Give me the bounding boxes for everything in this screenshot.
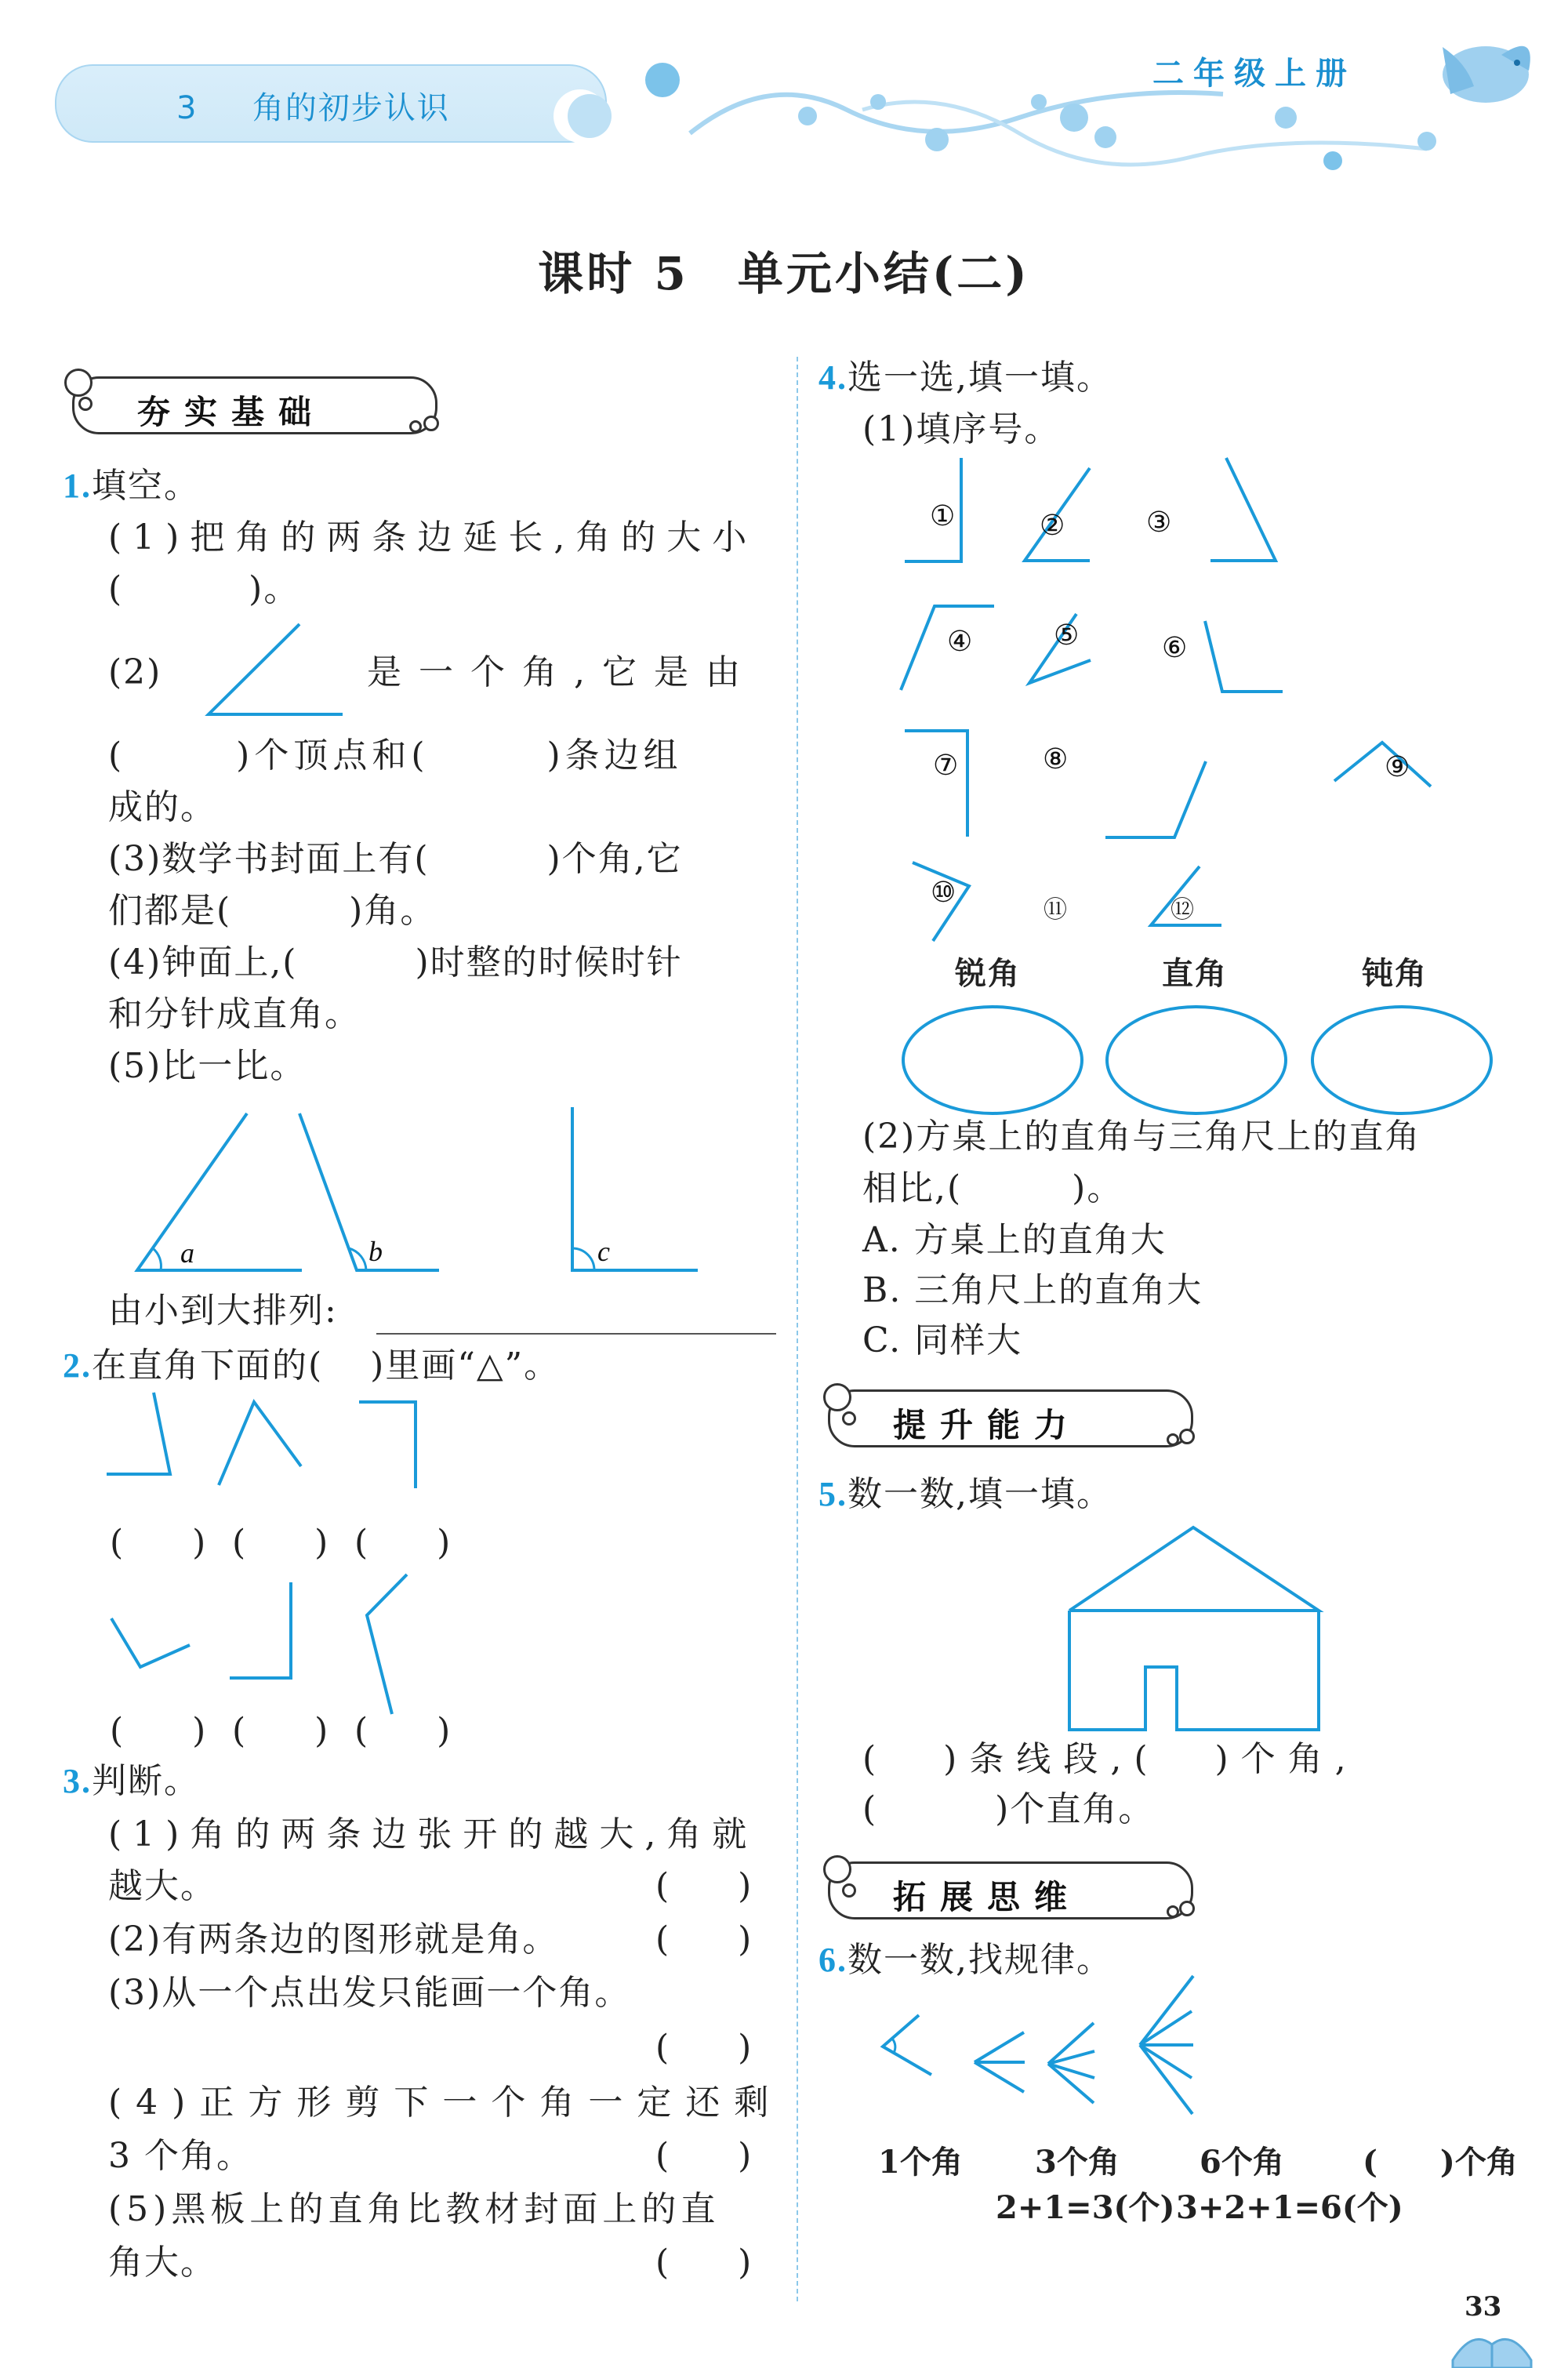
- q3-item-5: (5)黑板上的直角比教材封面上的直: [108, 2189, 720, 2229]
- q3-item-1-line2: 越大。: [108, 1866, 216, 1906]
- q2-slot-4[interactable]: ( ): [110, 1711, 206, 1751]
- angle-label-a: a: [180, 1237, 194, 1269]
- question-4-title: 4.选一选,填一填。: [818, 358, 1112, 398]
- angle-figure: [205, 624, 362, 718]
- q2-slot-1[interactable]: ( ): [110, 1523, 206, 1563]
- bubble-decoration: [823, 1383, 851, 1411]
- caption-2: 3个角: [1035, 2144, 1120, 2181]
- q1-part1-line1: (1)把角的两条边延长,角的大小: [108, 518, 758, 557]
- option-a[interactable]: A. 方桌上的直角大: [862, 1220, 1167, 1260]
- q4-sub1: (1)填序号。: [862, 409, 1061, 449]
- chapter-name: 角的初步认识: [252, 90, 450, 126]
- angle-label-b: b: [368, 1236, 383, 1267]
- figure-label-11: ⑪: [1044, 897, 1067, 923]
- bubble-decoration: [842, 1411, 856, 1426]
- q4-sub2-line1: (2)方桌上的直角与三角尺上的直角: [862, 1117, 1421, 1157]
- book-icon: [1449, 2321, 1535, 2368]
- caption-3: 6个角: [1200, 2144, 1284, 2181]
- figure-label-10: ⑩: [931, 877, 956, 908]
- house-figure: [1066, 1524, 1333, 1736]
- q3-item-1-slot[interactable]: ( ): [655, 1866, 752, 1906]
- bubble-decoration: [823, 1855, 851, 1883]
- q2-slot-6[interactable]: ( ): [354, 1711, 451, 1751]
- section-tag-basic: 夯实基础: [72, 376, 437, 434]
- figure-label-5: ⑤: [1054, 619, 1080, 651]
- q5-answer-line1[interactable]: ( )条线段,( )个角,: [862, 1739, 1359, 1779]
- q3-item-3-slot[interactable]: ( ): [655, 2028, 752, 2068]
- q1-part5-title: (5)比一比。: [108, 1046, 307, 1086]
- formula-2: 3+2+1=6(个): [1176, 2189, 1403, 2226]
- q5-answer-line2[interactable]: ( )个直角。: [862, 1789, 1155, 1829]
- order-answer-line[interactable]: [376, 1333, 776, 1335]
- figure-label-3: ③: [1146, 507, 1172, 538]
- q3-item-4-slot[interactable]: ( ): [655, 2136, 752, 2176]
- q3-item-3: (3)从一个点出发只能画一个角。: [108, 1973, 631, 2013]
- answer-oval-acute[interactable]: [902, 1005, 1083, 1115]
- bubble-decoration: [842, 1883, 856, 1898]
- page-number: 33: [1465, 2291, 1502, 2323]
- option-c[interactable]: C. 同样大: [862, 1320, 1023, 1360]
- q1-part2-line3: 成的。: [108, 787, 216, 827]
- bubble-decoration: [1167, 1905, 1179, 1918]
- q1-part2-text: 是一个角,它是由: [367, 652, 757, 692]
- q1-part4-answer[interactable]: (4)钟面上,( )时整的时候时针: [108, 942, 683, 982]
- figure-label-8: ⑧: [1043, 743, 1069, 775]
- question-5-title: 5.数一数,填一填。: [818, 1474, 1112, 1514]
- q3-item-4: (4)正方形剪下一个角一定还剩: [108, 2083, 783, 2123]
- question-6-title: 6.数一数,找规律。: [818, 1940, 1112, 1980]
- formula-1: 2+1=3(个): [996, 2189, 1175, 2226]
- q2-slot-2[interactable]: ( ): [232, 1523, 328, 1563]
- figure-label-7: ⑦: [933, 750, 959, 781]
- bubble-decoration: [1179, 1429, 1195, 1444]
- q1-part3-answer[interactable]: (3)数学书封面上有( )个角,它: [108, 839, 683, 879]
- angle-label-c: c: [597, 1236, 610, 1267]
- section-tag-improve: 提升能力: [828, 1389, 1193, 1447]
- figure-label-9: ⑨: [1385, 751, 1410, 783]
- question-2-title: 2.在直角下面的( )里画“△”。: [63, 1346, 561, 1386]
- caption-1: 1个角: [878, 2144, 963, 2181]
- q1-part1-answer[interactable]: ( )。: [108, 569, 300, 609]
- compare-angles-figure: [125, 1113, 831, 1302]
- bubble-decoration: [78, 397, 93, 411]
- column-divider: [797, 357, 798, 2301]
- category-right: 直角: [1162, 955, 1228, 992]
- question-3-title: 3.判断。: [63, 1761, 200, 1801]
- q1-part2-prefix: (2): [108, 652, 162, 692]
- section-tag-extend: 拓展思维: [828, 1861, 1193, 1919]
- figure-label-4: ④: [947, 626, 973, 657]
- q2-slot-5[interactable]: ( ): [232, 1711, 328, 1751]
- answer-oval-right[interactable]: [1105, 1005, 1287, 1115]
- caption-4-answer[interactable]: ( )个角: [1363, 2144, 1518, 2181]
- q3-item-1: (1)角的两条边张开的越大,角就: [108, 1814, 758, 1854]
- q3-item-2: (2)有两条边的图形就是角。: [108, 1919, 559, 1959]
- bubble-decoration: [409, 420, 422, 433]
- chapter-title: [176, 83, 450, 128]
- question-1-title: 1.填空。: [63, 466, 200, 506]
- figure-label-2: ②: [1040, 510, 1065, 541]
- grade-label: 二年级上册: [1152, 56, 1356, 92]
- lesson-title: 课时 5 单元小结(二): [538, 247, 1030, 300]
- figure-label-6: ⑥: [1162, 632, 1188, 663]
- q1-part4-line2: 和分针成直角。: [108, 994, 361, 1034]
- q4-angles-figure: [847, 455, 1568, 941]
- answer-oval-obtuse[interactable]: [1311, 1005, 1493, 1115]
- q3-item-4-line2: 3 个角。: [108, 2136, 252, 2176]
- q4-sub2-answer[interactable]: 相比,( )。: [862, 1168, 1123, 1208]
- q3-item-5-slot[interactable]: ( ): [655, 2243, 752, 2283]
- bubble-decoration: [1167, 1433, 1179, 1446]
- order-prompt: 由小到大排列:: [108, 1291, 338, 1331]
- q3-item-5-line2: 角大。: [108, 2243, 216, 2283]
- chapter-number: 3: [176, 90, 198, 126]
- bubble-decoration: [64, 369, 93, 397]
- option-b[interactable]: B. 三角尺上的直角大: [862, 1270, 1203, 1310]
- q3-item-2-slot[interactable]: ( ): [655, 1919, 752, 1959]
- figure-label-12: ⑫: [1171, 897, 1194, 923]
- q1-part2-answer[interactable]: ( )个顶点和( )条边组: [108, 735, 683, 775]
- category-obtuse: 钝角: [1362, 955, 1428, 992]
- bird-icon: [1443, 46, 1530, 103]
- category-acute: 锐角: [955, 955, 1021, 992]
- q2-slot-3[interactable]: ( ): [354, 1523, 451, 1563]
- q1-part3-answer-2[interactable]: 们都是( )角。: [108, 891, 437, 931]
- bubble-decoration: [1179, 1901, 1195, 1916]
- figure-label-1: ①: [930, 500, 956, 532]
- bubble-decoration: [423, 416, 439, 431]
